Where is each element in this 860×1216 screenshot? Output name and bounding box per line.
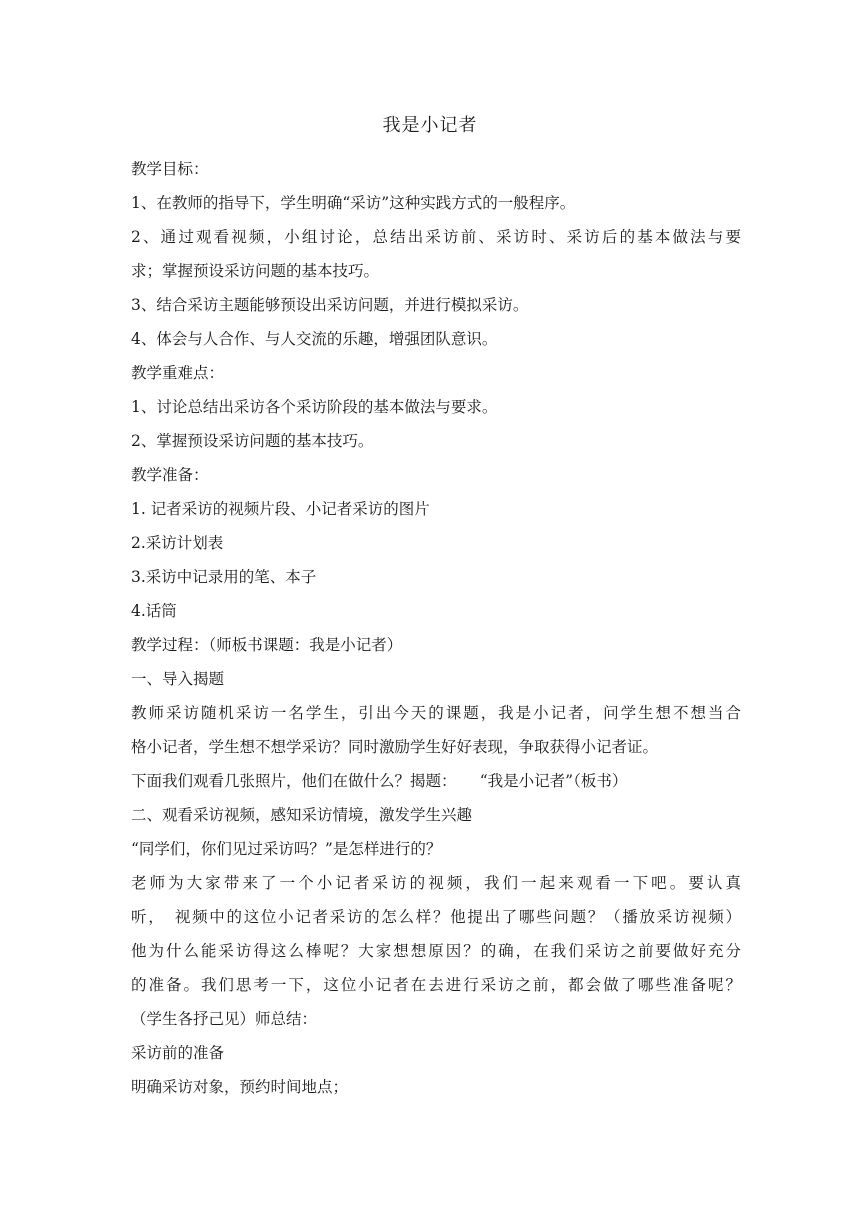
text-line: 老师为大家带来了一个小记者采访的视频，我们一起来观看一下吧。要认真 xyxy=(131,874,741,892)
text-line: 他为什么能采访得这么棒呢？大家想想原因？的确，在我们采访之前要做好充分 xyxy=(131,942,741,960)
text-line: “同学们，你们见过采访吗？”是怎样进行的？ xyxy=(131,840,442,858)
text-line: 1、讨论总结出采访各个采访阶段的基本做法与要求。 xyxy=(131,398,498,416)
text-line: 1. 记者采访的视频片段、小记者采访的图片 xyxy=(131,500,430,518)
text-line: 4、体会与人合作、与人交流的乐趣，增强团队意识。 xyxy=(131,330,498,348)
text-line: 3.采访中记录用的笔、本子 xyxy=(131,568,317,586)
text-line: 教师采访随机采访一名学生，引出今天的课题，我是小记者，问学生想不想当合 xyxy=(131,704,741,722)
text-line: 二、观看采访视频，感知采访情境，激发学生兴趣 xyxy=(131,806,473,824)
text-line: 2.采访计划表 xyxy=(131,534,224,552)
document-body xyxy=(131,152,741,1104)
text-line: 教学重难点： xyxy=(131,364,225,382)
text-line: 教学过程：（师板书课题：我是小记者） xyxy=(131,636,403,654)
text-line: 格小记者，学生想不想学采访？同时激励学生好好表现，争取获得小记者证。 xyxy=(131,738,659,756)
document-title: 我是小记者 xyxy=(382,115,478,136)
text-line: 明确采访对象，预约时间地点； xyxy=(131,1078,349,1096)
text-line: 2、通过观看视频，小组讨论，总结出采访前、采访时、采访后的基本做法与要 xyxy=(131,228,741,246)
text-line: 的准备。我们思考一下，这位小记者在去进行采访之前，都会做了哪些准备呢？ xyxy=(131,976,741,994)
text-line: 采访前的准备 xyxy=(131,1044,225,1062)
text-line: 1、在教师的指导下，学生明确“采访”这种实践方式的一般程序。 xyxy=(131,194,576,212)
text-line: 求；掌握预设采访问题的基本技巧。 xyxy=(131,262,380,280)
text-line: 3、结合采访主题能够预设出采访问题，并进行模拟采访。 xyxy=(131,296,529,314)
text-line: 2、掌握预设采访问题的基本技巧。 xyxy=(131,432,374,450)
text-line: 下面我们观看几张照片，他们在做什么？揭题： “我是小记者”（板书） xyxy=(131,772,628,790)
text-line: 教学目标： xyxy=(131,160,209,178)
text-line: 4.话筒 xyxy=(131,602,177,620)
text-line: 一、导入揭题 xyxy=(131,670,225,688)
text-line: 听， 视频中的这位小记者采访的怎么样？他提出了哪些问题？（播放采访视频） xyxy=(131,908,741,926)
text-line: （学生各抒己见）师总结： xyxy=(131,1010,318,1028)
text-line: 教学准备： xyxy=(131,466,209,484)
